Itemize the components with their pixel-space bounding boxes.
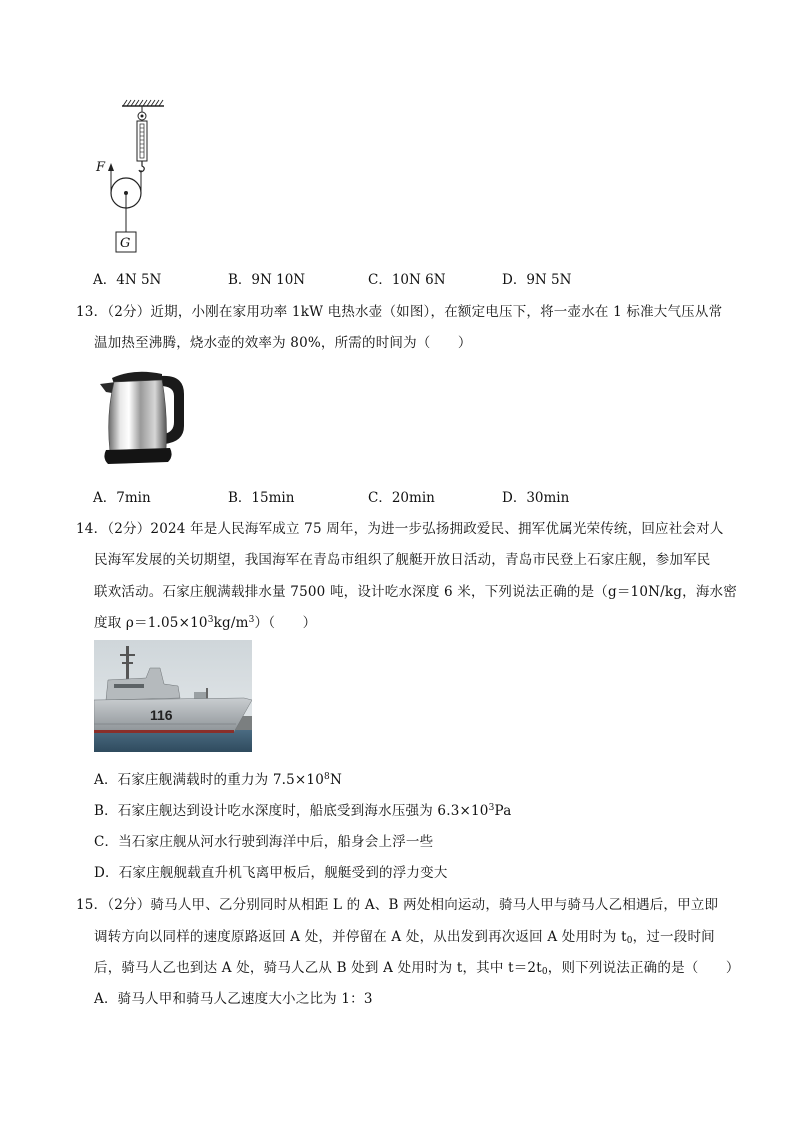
q14-stem-line-4: 度取 $\rho=1.05\times 10^3kg/m^3$）（ ）	[94, 615, 317, 631]
kettle-image	[94, 364, 190, 468]
q14-option-b[interactable]: B．石家庄舰达到设计吃水深度时，船底受到海水压强为 $6.3\times 10^3Pa$	[94, 803, 512, 819]
q15-stem-line-3: 后，骑马人乙也到达 A 处，骑马人乙从 B 处到 A 处用时为 t，其中 $t=2t_0$，则下列说法正确的是（ ）	[94, 960, 740, 977]
q15-stem-line-2: 调转方向以同样的速度原路返回 A 处，并停留在 A 处，从出发到再次返回 A 处用时为 $t_0$，过一段时间	[94, 929, 715, 946]
weight-label: G	[120, 236, 131, 251]
q13-stem-line-2: 温加热至沸腾，烧水壶的效率为 80%，所需的时间为（ ）	[94, 335, 472, 351]
ship-hull-number: 116	[150, 707, 173, 723]
q13-option-b[interactable]: B．15min	[228, 490, 295, 506]
q15-stem-line-1: 15．（2分）骑马人甲、乙分别同时从相距 L 的 A、B 两处相向运动，骑马人甲与骑马人乙相遇后，甲立即	[76, 897, 719, 913]
q13-option-c[interactable]: C．20min	[368, 490, 435, 506]
q12-option-d[interactable]: D．9N 5N	[502, 272, 572, 288]
q12-option-c[interactable]: C．10N 6N	[368, 272, 446, 288]
q12-option-a[interactable]: A．4N 5N	[93, 272, 162, 288]
q13-option-a[interactable]: A．7min	[93, 490, 151, 506]
pulley-figure	[92, 96, 172, 256]
q14-option-d[interactable]: D．石家庄舰舰载直升机飞离甲板后，舰艇受到的浮力变大	[94, 865, 448, 881]
q14-stem-line-3: 联欢活动。石家庄舰满载排水量 7500 吨，设计吃水深度 6 米，下列说法正确的是（g＝10N/kg，海水密	[94, 584, 737, 600]
q14-option-c[interactable]: C．当石家庄舰从河水行驶到海洋中后，船身会上浮一些	[94, 834, 434, 850]
q12-option-b[interactable]: B．9N 10N	[228, 272, 306, 288]
force-label: F	[96, 160, 106, 175]
q14-stem-line-2: 民海军发展的关切期望，我国海军在青岛市组织了舰艇开放日活动，青岛市民登上石家庄舰，参加军民	[94, 552, 711, 568]
q14-option-a[interactable]: A．石家庄舰满载时的重力为 $7.5\times 10^8N$	[94, 772, 342, 788]
q13-stem-line-1: 13．（2分）近期，小刚在家用功率 1kW 电热水壶（如图），在额定电压下，将一壶水在 1 标准大气压从常	[76, 304, 723, 320]
q15-option-a[interactable]: A．骑马人甲和骑马人乙速度大小之比为 1：3	[94, 991, 373, 1007]
q14-stem-line-1: 14．（2分）2024 年是人民海军成立 75 周年，为进一步弘扬拥政爱民、拥军优属光荣传统，回应社会对人	[76, 521, 724, 537]
q13-option-d[interactable]: D．30min	[502, 490, 570, 506]
warship-photo	[94, 640, 252, 752]
